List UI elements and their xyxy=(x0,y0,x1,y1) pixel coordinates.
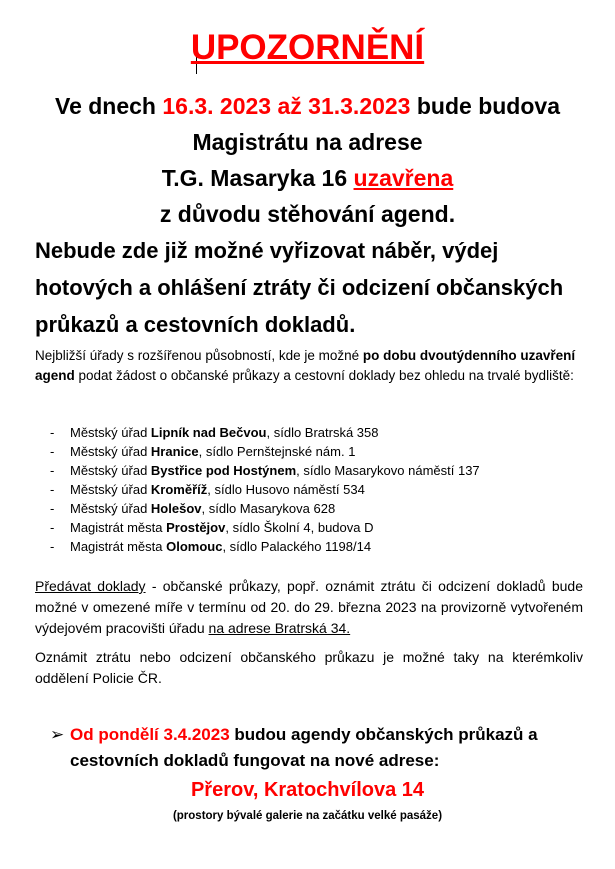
closure-dates: 16.3. 2023 až 31.3.2023 xyxy=(162,93,411,119)
office-list-item: - Magistrát města Olomouc, sídlo Palackého 1198/14 xyxy=(50,539,372,554)
address-footnote: (prostory bývalé galerie na začátku velké pasáže) xyxy=(172,810,443,822)
headline-line-2: Magistrátu na adrese xyxy=(192,129,423,155)
police-report-paragraph: Oznámit ztrátu nebo odcizení občanského průkazu je možné taky na kterémkoliv oddělení Policie ČR. xyxy=(35,649,583,686)
nearest-offices-intro: Nejbližší úřady s rozšířenou působností, kde je možné po dobu dvoutýdenního uzavření agend podat žádost o občanské průkazy a cestovní doklady bez ohledu na trvalé bydliště: xyxy=(35,348,576,383)
new-address: Přerov, Kratochvílova 14 xyxy=(190,779,425,801)
headline-line-4: z důvodu stěhování agend. xyxy=(159,201,456,227)
arrow-bullet-icon: ➢ xyxy=(50,725,65,744)
headline-line-1: Ve dnech 16.3. 2023 až 31.3.2023 bude budova xyxy=(55,93,560,119)
service-unavailable-notice: Nebude zde již možné vyřizovat náběr, výdej hotových a ohlášení ztráty či odcizení občanských průkazů a cestovních dokladů. xyxy=(35,238,564,337)
office-list-item: - Městský úřad Hranice, sídlo Pernštejnské nám. 1 xyxy=(50,444,356,459)
office-list-item: - Městský úřad Bystřice pod Hostýnem, sídlo Masarykovo náměstí 137 xyxy=(50,463,480,478)
office-list-item: - Magistrát města Prostějov, sídlo Školní 4, budova D xyxy=(50,520,374,535)
document-handover-paragraph: Předávat doklady - občanské průkazy, popř. oznámit ztrátu či odcizení dokladů bude možné v omezené míře v termínu od 20. do 29. března 2023 na provizorně vytvořeném výdejovém pracovišti úřadu na adrese Bratrská 34. xyxy=(35,578,584,636)
office-list xyxy=(50,423,590,556)
new-address-announcement: ➢ Od pondělí 3.4.2023 budou agendy občanských průkazů a cestovních dokladů fungovat na nové adrese: xyxy=(50,722,595,774)
page-title: UPOZORNĚNÍ xyxy=(190,28,425,67)
office-list-item: - Městský úřad Kroměříž, sídlo Husovo náměstí 534 xyxy=(50,482,365,497)
headline-line-3: T.G. Masaryka 16 uzavřena xyxy=(161,165,454,191)
closed-word: uzavřena xyxy=(353,165,454,191)
closure-headline xyxy=(0,88,615,232)
office-list-item: - Městský úřad Holešov, sídlo Masarykova 628 xyxy=(50,501,336,516)
new-start-date: Od pondělí 3.4.2023 xyxy=(70,725,230,744)
office-list-item: - Městský úřad Lipník nad Bečvou, sídlo Bratrská 358 xyxy=(50,425,379,440)
